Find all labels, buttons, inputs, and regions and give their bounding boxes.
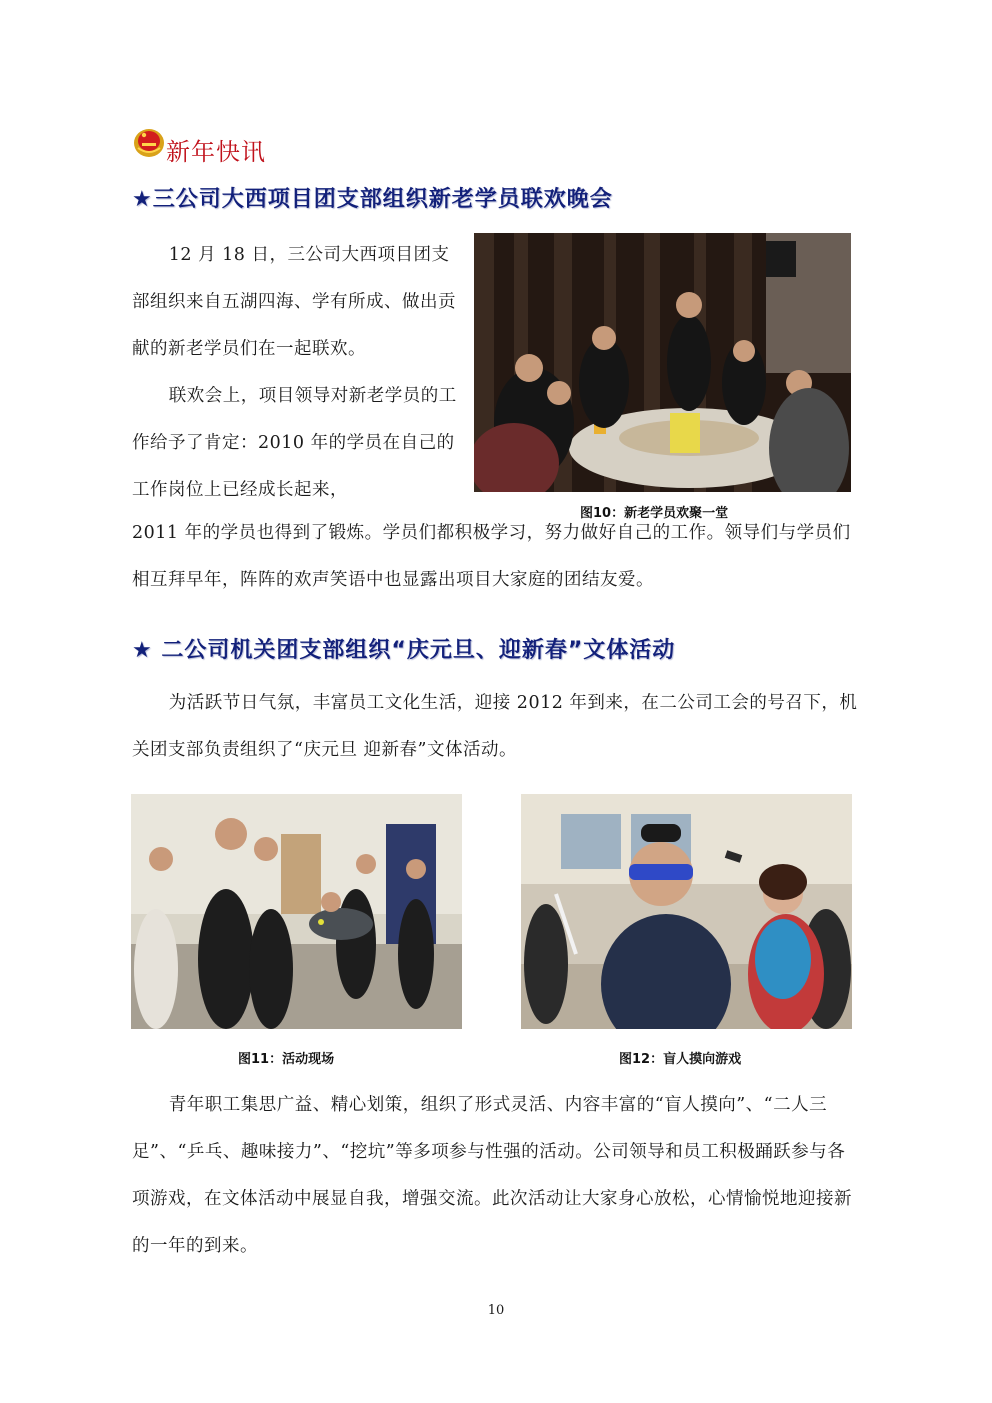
article1-para2: 联欢会上，项目领导对新老学员的工作给予了肯定：2010 年的学员在自己的工作岗位上已经成长起来， [132,386,457,500]
article2-para2 [132,1082,862,1270]
party-photo [474,233,851,492]
blindfold-game-photo [521,794,852,1029]
article1-intro [132,232,462,514]
photo12-caption: 图12：盲人摸向游戏 [619,1052,742,1067]
photo11-caption: 图11：活动现场 [238,1052,335,1067]
activity-photo [131,794,462,1029]
article2-para1 [132,680,862,774]
section-title: 新年快讯 [166,138,266,166]
article2-heading: ★ 二公司机关团支部组织“庆元旦、迎新春”文体活动 [132,638,676,663]
party-emblem-icon [132,126,166,158]
page-number: 10 [487,1303,505,1318]
article1-heading: ★三公司大西项目团支部组织新老学员联欢晚会 [132,187,613,212]
article1-para1: 12 月 18 日，三公司大西项目团支部组织来自五湖四海、学有所成、做出贡献的新老学员们在一起联欢。 [132,245,456,359]
photo10-caption: 图10：新老学员欢聚一堂 [580,506,729,521]
article1-para3: 2011 年的学员也得到了锻炼。学员们都积极学习，努力做好自己的工作。领导们与学员们相互拜早年，阵阵的欢声笑语中也显露出项目大家庭的团结友爱。 [132,523,851,590]
article2-para1-text: 为活跃节日气氛，丰富员工文化生活，迎接 2012 年到来，在二公司工会的号召下，机关团支部负责组织了“庆元旦 迎新春”文体活动。 [132,693,858,760]
article2-para2-text: 青年职工集思广益、精心划策，组织了形式灵活、内容丰富的“盲人摸向”、“二人三足”、“乒乓、趣味接力”、“挖坑”等多项参与性强的活动。公司领导和员工积极踊跃参与各项游戏，在文体活动中展显自我，增强交流。此次活动让大家身心放松，心情愉悦地迎接新的一年的到来。 [132,1095,852,1256]
